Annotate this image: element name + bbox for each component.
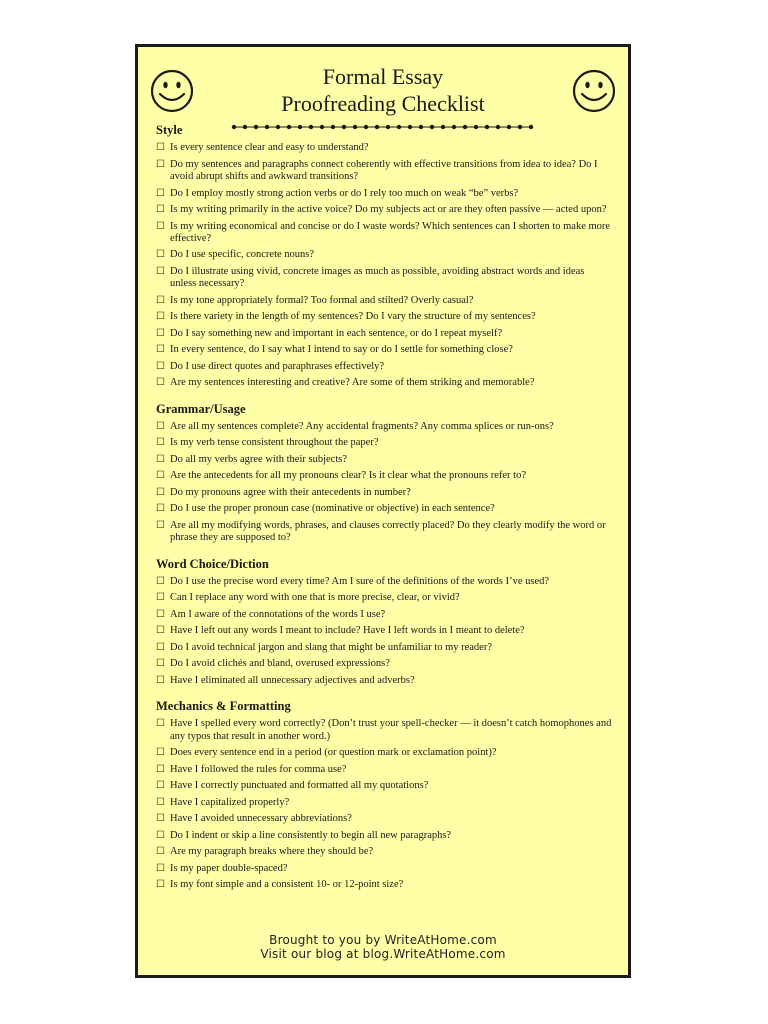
checklist-item-text: Have I spelled every word correctly? (Don’t trust your spell-checker — it doesn’t catch homophones and any typos that result in another word.) — [170, 718, 612, 742]
checkbox-icon[interactable]: ☐ — [156, 674, 165, 686]
checklist-item — [156, 747, 612, 759]
checklist-item — [156, 377, 612, 389]
title-line-2: Proofreading Checklist — [281, 91, 485, 116]
checklist-item — [156, 421, 612, 433]
checkbox-icon[interactable]: ☐ — [156, 187, 165, 199]
checkbox-icon[interactable]: ☐ — [156, 796, 165, 808]
checkbox-icon[interactable]: ☐ — [156, 344, 165, 356]
checklist-item-text: Do I use direct quotes and paraphrases effectively? — [170, 360, 385, 372]
checklist-item — [156, 780, 612, 792]
checklist-item — [156, 592, 612, 604]
checklist-item — [156, 625, 612, 637]
checkbox-icon[interactable]: ☐ — [156, 377, 165, 389]
checklist-item — [156, 142, 612, 154]
checklist-item — [156, 188, 612, 200]
checklist-item — [156, 470, 612, 482]
checkbox-icon[interactable]: ☐ — [156, 294, 165, 306]
title-line-1: Formal Essay — [322, 64, 444, 89]
checklist-item-text: Do I say something new and important in each sentence, or do I repeat myself? — [170, 327, 503, 339]
checklist-item — [156, 658, 612, 670]
checklist-item — [156, 311, 612, 323]
checkbox-icon[interactable]: ☐ — [156, 437, 165, 449]
checklist-item-text: Are my sentences interesting and creative? Are some of them striking and memorable? — [170, 377, 535, 389]
checklist-item — [156, 503, 612, 515]
checklist-item-text: Have I left out any words I meant to include? Have I left words in I meant to delete? — [170, 625, 525, 637]
checkbox-icon[interactable]: ☐ — [156, 265, 165, 277]
checklist-item-text: Do my sentences and paragraphs connect coherently with effective transitions from idea to idea? Do I avoid abrupt shifts and awkward transitions? — [170, 158, 598, 182]
checkbox-icon[interactable]: ☐ — [156, 503, 165, 515]
checklist-item-text: Have I capitalized properly? — [170, 796, 290, 808]
checklist-item-text: Do I use the precise word every time? Am I sure of the definitions of the words I’ve used? — [170, 575, 550, 587]
checkbox-icon[interactable]: ☐ — [156, 519, 165, 531]
checkbox-icon[interactable]: ☐ — [156, 625, 165, 637]
checklist-item — [156, 328, 612, 340]
checkbox-icon[interactable]: ☐ — [156, 747, 165, 759]
checklist-item-text: Am I aware of the connotations of the words I use? — [170, 608, 386, 620]
checkbox-icon[interactable]: ☐ — [156, 158, 165, 170]
checkbox-icon[interactable]: ☐ — [156, 220, 165, 232]
checklist-item — [156, 863, 612, 875]
checkbox-icon[interactable]: ☐ — [156, 249, 165, 261]
checkbox-icon[interactable]: ☐ — [156, 204, 165, 215]
checklist-item-text: Do I illustrate using vivid, concrete images as much as possible, avoiding abstract words and ideas unless necessary? — [170, 265, 585, 290]
section-title: Grammar/Usage — [156, 401, 246, 416]
section-title: Mechanics & Formatting — [156, 699, 291, 714]
page-title — [138, 63, 628, 117]
checklist-item-text: Do I use specific, concrete nouns? — [170, 249, 315, 261]
checklist-item — [156, 204, 612, 216]
checklist-item-text: Is there variety in the length of my sentences? Do I vary the structure of my sentences? — [170, 311, 536, 323]
checklist-item-text: Can I replace any word with one that is more precise, clear, or vivid? — [170, 592, 460, 604]
checklist-item — [156, 454, 612, 466]
checklist-item — [156, 344, 612, 356]
checklist-item — [156, 813, 612, 825]
checkbox-icon[interactable]: ☐ — [156, 142, 165, 154]
checklist-section — [156, 698, 612, 891]
checklist-item-text: Do I employ mostly strong action verbs or do I rely too much on weak “be” verbs? — [170, 187, 519, 199]
checkbox-icon[interactable]: ☐ — [156, 829, 165, 841]
checkbox-icon[interactable]: ☐ — [156, 763, 165, 775]
checklist-item-text: Do I avoid technical jargon and slang that might be unfamiliar to my reader? — [170, 641, 492, 653]
checkbox-icon[interactable]: ☐ — [156, 311, 165, 323]
checklist-item — [156, 764, 612, 776]
checklist-item — [156, 576, 612, 588]
checkbox-icon[interactable]: ☐ — [156, 420, 165, 432]
checkbox-icon[interactable]: ☐ — [156, 658, 165, 670]
checklist-item-text: Do I avoid clichés and bland, overused expressions? — [170, 658, 390, 670]
checklist-item-text: Are all my sentences complete? Any accidental fragments? Any comma splices or run-ons? — [170, 420, 554, 432]
checklist-item-text: Is every sentence clear and easy to understand? — [170, 142, 369, 154]
footer-line-1: Brought to you by WriteAtHome.com — [269, 933, 497, 947]
checklist-item-text: Are my paragraph breaks where they should be? — [170, 846, 374, 858]
checklist-item-text: Do all my verbs agree with their subjects? — [170, 453, 347, 465]
checklist-item-text: Is my font simple and a consistent 10- or 12-point size? — [170, 879, 404, 891]
checklist-content — [156, 122, 612, 892]
checklist-item-text: Is my tone appropriately formal? Too formal and stilted? Overly casual? — [170, 294, 474, 306]
checklist-item — [156, 487, 612, 499]
checkbox-icon[interactable]: ☐ — [156, 813, 165, 825]
checklist-item — [156, 718, 612, 743]
checklist-item-text: Do I indent or skip a line consistently to begin all new paragraphs? — [170, 829, 452, 841]
checklist-item-text: Have I followed the rules for comma use? — [170, 763, 347, 775]
checklist-item — [156, 797, 612, 809]
checklist-item — [156, 675, 612, 687]
checklist-item-text: Is my writing primarily in the active voice? Do my subjects act or are they often passive — acted upon? — [170, 204, 607, 215]
checklist-item-text: Do I use the proper pronoun case (nominative or objective) in each sentence? — [170, 503, 495, 515]
checklist-item — [156, 159, 612, 184]
checkbox-icon[interactable]: ☐ — [156, 879, 165, 891]
checklist-item-text: Are all my modifying words, phrases, and clauses correctly placed? Do they clearly modify the word or phrase they are supposed to? — [170, 519, 606, 544]
checklist-item-text: Have I correctly punctuated and formatted all my quotations? — [170, 780, 429, 792]
checkbox-icon[interactable]: ☐ — [156, 780, 165, 792]
section-title: Style — [156, 123, 183, 137]
checklist-item — [156, 249, 612, 261]
footer-line-2: Visit our blog at blog.WriteAtHome.com — [260, 947, 506, 961]
checklist-section — [156, 401, 612, 545]
checklist-item — [156, 221, 612, 246]
checklist-section — [156, 556, 612, 688]
checkbox-icon[interactable]: ☐ — [156, 453, 165, 465]
checklist-item — [156, 830, 612, 842]
checklist-item-text: In every sentence, do I say what I intend to say or do I settle for something close? — [170, 344, 513, 356]
checkbox-icon[interactable]: ☐ — [156, 641, 165, 653]
footer-credit — [138, 933, 628, 961]
checklist-item-text: Have I eliminated all unnecessary adjectives and adverbs? — [170, 674, 415, 686]
checklist-item — [156, 642, 612, 654]
checklist-item — [156, 879, 612, 891]
checklist-item — [156, 266, 612, 291]
checklist-item-text: Is my verb tense consistent throughout the paper? — [170, 437, 379, 449]
checkbox-icon[interactable]: ☐ — [156, 486, 165, 498]
checklist-item — [156, 295, 612, 307]
checklist-item-text: Does every sentence end in a period (or question mark or exclamation point)? — [170, 747, 497, 759]
checkbox-icon[interactable]: ☐ — [156, 470, 165, 482]
checklist-item-text: Are the antecedents for all my pronouns clear? Is it clear what the pronouns refer to? — [170, 470, 526, 482]
checklist-item — [156, 520, 612, 545]
checklist-item-text: Is my writing economical and concise or do I waste words? Which sentences can I shorten to make more effective? — [170, 220, 611, 244]
checkbox-icon[interactable]: ☐ — [156, 360, 165, 372]
checkbox-icon[interactable]: ☐ — [156, 575, 165, 587]
checkbox-icon[interactable]: ☐ — [156, 862, 165, 874]
checklist-item-text: Do my pronouns agree with their antecedents in number? — [170, 486, 411, 498]
checklist-item — [156, 846, 612, 858]
checkbox-icon[interactable]: ☐ — [156, 608, 165, 620]
checklist-section — [156, 122, 612, 390]
checklist-item — [156, 361, 612, 373]
checklist-item-text: Have I avoided unnecessary abbreviations? — [170, 813, 352, 825]
checklist-item — [156, 437, 612, 449]
checkbox-icon[interactable]: ☐ — [156, 592, 165, 604]
checklist-card — [135, 44, 631, 978]
checklist-item — [156, 609, 612, 621]
checkbox-icon[interactable]: ☐ — [156, 718, 165, 730]
checkbox-icon[interactable]: ☐ — [156, 846, 165, 858]
section-title: Word Choice/Diction — [156, 556, 269, 571]
checkbox-icon[interactable]: ☐ — [156, 327, 165, 339]
checklist-item-text: Is my paper double-spaced? — [170, 862, 288, 874]
